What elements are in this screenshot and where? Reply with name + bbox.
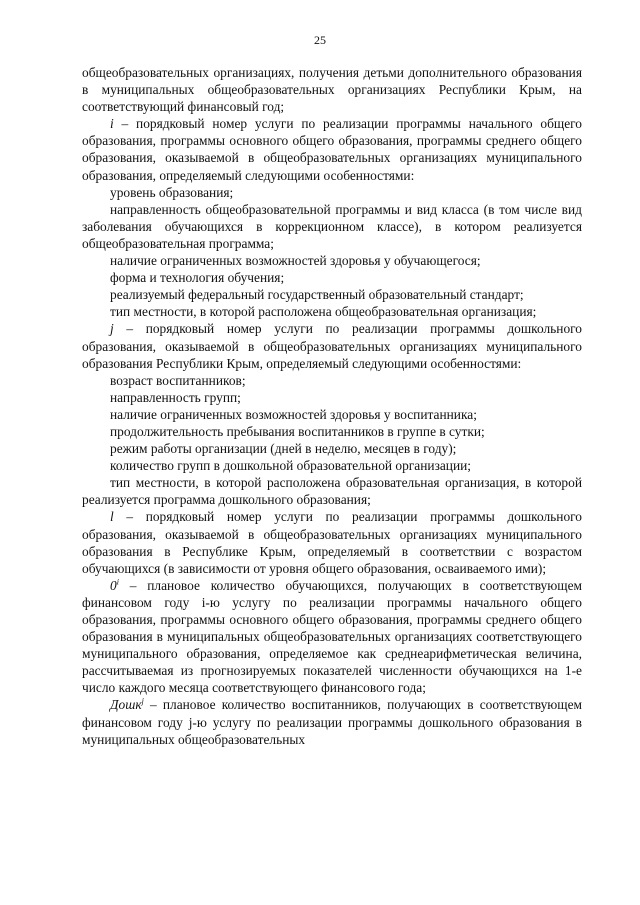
paragraph bbox=[82, 303, 582, 320]
paragraph bbox=[82, 64, 582, 115]
paragraph bbox=[82, 201, 582, 252]
list-item bbox=[82, 184, 582, 201]
list-item bbox=[82, 389, 582, 406]
list-item bbox=[82, 372, 582, 389]
variable-symbol: 0 bbox=[110, 577, 117, 593]
paragraph-text: – порядковый номер услуги по реализации программы дошкольного образования, оказываемой в общеобразовательных организациях муниципального образования в Республике Крым, определяемый в соответствии с возрастом обучающихся (в зависимости от уровня общего образования, осваиваемого ими); bbox=[82, 509, 582, 576]
paragraph-text: – порядковый номер услуги по реализации программы дошкольного образования, оказываемой в общеобразовательных организациях муниципального образования Республики Крым, определяемый следующими особенностями: bbox=[82, 321, 582, 371]
paragraph-text: возраст воспитанников; bbox=[110, 372, 246, 388]
variable-symbol: j bbox=[110, 321, 114, 337]
paragraph bbox=[82, 508, 582, 576]
paragraph-text: количество групп в дошкольной образовательной организации; bbox=[110, 458, 472, 474]
paragraph-text: направленность групп; bbox=[110, 389, 241, 405]
paragraph-text: продолжительность пребывания воспитанников в группе в сутки; bbox=[110, 423, 485, 439]
paragraph-text: направленность общеобразовательной программы и вид класса (в том числе вид заболевания обучающихся в коррекционном классе), в котором реализуется общеобразовательная программа; bbox=[82, 201, 582, 251]
list-item bbox=[82, 269, 582, 286]
list-item bbox=[82, 406, 582, 423]
paragraph-text: уровень образования; bbox=[110, 184, 234, 200]
paragraph-text: наличие ограниченных возможностей здоровья у обучающегося; bbox=[110, 253, 481, 269]
paragraph-text: тип местности, в которой расположена образовательная организация, в которой реализуется программа дошкольного образования; bbox=[82, 475, 582, 508]
page-number: 25 bbox=[314, 33, 326, 47]
paragraph-text: тип местности, в которой расположена общеобразовательная организация; bbox=[110, 304, 537, 320]
list-item bbox=[82, 252, 582, 269]
list-item bbox=[82, 423, 582, 440]
document-body bbox=[82, 64, 582, 748]
paragraph-text: – порядковый номер услуги по реализации программы начального общего образования, программы основного общего образования, программы среднего общего образования, оказываемой в общеобразовательных организациях муниципального образования, определяемый следующими особенностями: bbox=[82, 116, 582, 183]
paragraph bbox=[82, 577, 582, 697]
paragraph bbox=[82, 696, 582, 747]
paragraph bbox=[82, 115, 582, 183]
variable-symbol: i bbox=[110, 116, 114, 132]
paragraph bbox=[82, 474, 582, 508]
paragraph-text: общеобразовательных организациях, получения детьми дополнительного образования в муниципальных общеобразовательных организациях Республики Крым, на соответствующий финансовый год; bbox=[82, 65, 582, 115]
paragraph-text: режим работы организации (дней в неделю, месяцев в году); bbox=[110, 441, 457, 457]
variable-symbol: Дошк bbox=[110, 697, 142, 713]
variable-superscript: j bbox=[141, 697, 144, 706]
paragraph bbox=[82, 320, 582, 371]
variable-symbol: l bbox=[110, 509, 114, 525]
list-item bbox=[82, 286, 582, 303]
paragraph-text: форма и технология обучения; bbox=[110, 270, 285, 286]
list-item bbox=[82, 440, 582, 457]
list-item bbox=[82, 457, 582, 474]
paragraph-text: – плановое количество воспитанников, получающих в соответствующем финансовом году j-ю услугу по реализации программы дошкольного образования в муниципальных общеобразовательных bbox=[82, 697, 582, 747]
paragraph-text: – плановое количество обучающихся, получающих в соответствующем финансовом году i-ю услугу по реализации программы начального общего образования, программы основного общего образования, программы среднего общего образования в муниципальных общеобразовательных организациях соответствующего муниципального образования, определяемое как среднеарифметическая величина, рассчитываемая из прогнозируемых показателей численности обучающихся на 1-е число каждого месяца соответствующего финансового года; bbox=[82, 577, 582, 696]
paragraph-text: наличие ограниченных возможностей здоровья у воспитанника; bbox=[110, 406, 477, 422]
paragraph-text: реализуемый федеральный государственный образовательный стандарт; bbox=[110, 287, 524, 303]
variable-superscript: i bbox=[116, 577, 119, 587]
